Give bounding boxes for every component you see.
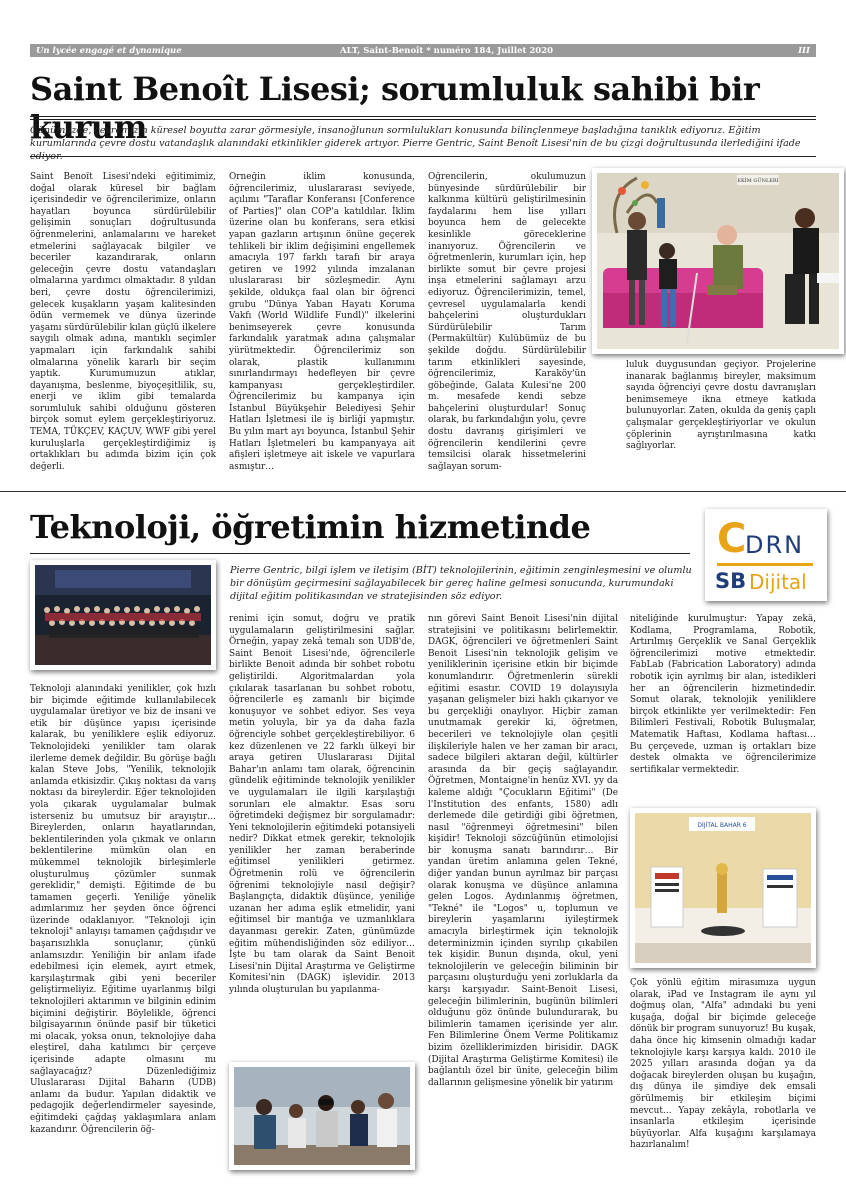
column-text: Teknoloji alanındaki yenilikler, çok hızlı bir biçimde eğitimde kullanılabilecek uygulamalar üretiyor ve biz de insani ve etik bir düşünce yapısı içerisinde kalarak, bu yeniliklere eşlik ediyoruz. Teknolojideki yenilikler tam olarak ilerleme demek değildir. Bu görüşe bağlı kalan Steve Jobs, "Yenilik, teknolojik anlamda etkisizdir. Çıkış noktası da varış noktası da bireylerdir. Eğer teknolojiden yola çıkarak uygulamalar bulmak isterseniz bu umutsuz bir arayıştır… Bireylerden, onların hayatlarından, beklentilerinden yola çıkmak ve onların beklentilerine mümkün olan en mükemmel teknolojik birleşimlerle oluşturulmuş çözümler sunmak gereklidir," demişti. Eğitimde de bu tamamen geçerli. Yeniliğe yönelik adımlarımız her şeyden önce öğrenci üzerinde odaklanıyor. "Teknoloji için teknoloji" anlayışı tamamen çağdışıdır ve başarısızlıkla sonuçlanır, çünkü anlamsızdır. Yeniliğin bir anlam ifade edebilmesi için elemek, ayırt etmek, karşılaştırmak gibi yeni beceriler geliştirmeliyiz. Eğitime uyarlanmış bilgi teknolojileri aktarımın ve bilginin edinim biçimini değiştirir. Böylelikle, öğrenci bilgisayarının önünde pasif bir tüketici mi olacak, yoksa onun, teknolojiye daha eleştirel, daha katılımcı bir çerçeve içerisinde adapte olmasını mı sağlayacağız? Düzenlediğimiz Uluslararası Dijital Baharın (UDB) anlamı da budur. Yapılan didaktik ve pedagojik değerlendirmeler sayesinde, eğitimdeki çağdaş yaklaşımlara anlam kazandırır. Öğrencilerin öğ- <box>30 684 216 1135</box>
title-rule <box>30 553 690 554</box>
column-text: luluk duygusundan geçiyor. Projelerine inanarak bağlanmış bireyler, maksimum sayıda öğrenciyi çevre dostu davranışları benimsemeye ikna etmeye katkıda bulunuyorlar. Zaten, okulda da geniş çaplı çalışmalar gerçekleştiriyorlar ve okulun çöplerinin ayrıştırılmasına katkı sağlıyorlar. <box>626 360 816 452</box>
banner-text: DİJİTAL BAHAR 6 <box>697 822 747 829</box>
article-column <box>229 614 415 1052</box>
article-column <box>229 172 415 472</box>
article-lead: Pierre Gentric, bilgi işlem ve iletişim (BİT) teknolojilerinin, eğitimin zenginleşmesini ve olumlu bir dönüşüm geçirmesini sağlayabilecek bir gereç haline gelmesi sonucunda, kurumundaki dijital eğitim politikasından ve stratejisinden söz ediyor. <box>230 565 692 602</box>
article-column <box>630 614 816 804</box>
page-number: III <box>798 45 810 56</box>
students-with-elder-photo <box>592 168 844 354</box>
column-text: renimi için somut, doğru ve pratik uygulamaların geliştirilmesini sağlar. Örneğin, yapay zekâ temalı son UDB'de, Saint Benoit Lisesi'nde, öğrencilerle birlikte Benoit adında bir sohbet robotu geliştirildi. Algoritmalardan yola çıkılarak tasarlanan bu sohbet robotu, öğrencilerle eş zamanlı bir biçimde konuşuyor ve sohbet ediyor. Ses veya metin yoluyla, bir ya da daha fazla öğrenciyle sohbet gerçekleştirebiliyor. 6 kez düzenlenen ve 22 farklı ülkeyi bir araya getiren Uluslararası Dijital Bahar'ın anlamı tam olarak, öğrencinin gündelik eğitiminde teknolojik yenilikler ve uygulamaları ile ilgili karşılaştığı sorunları ele almaktır. Esas soru öğretimdeki değişmez bir sorgulamadır: Yeni teknolojilerin eğitimdeki potansiyeli nedir? Dikkat etmek gerekir, teknolojik yenilikler her zaman beraberinde eğitimsel yenilikleri getirmez. Öğretmenin rolü ve öğrencilerin öğrenimi teknolojiyle nasıl değişir? Başlangıçta, didaktik düşünce, yeniliğe uzanan her adıma eşlik etmelidir, yani eğitimsel bir mantığa ve uzmanlıklara dayanması gerekir. Zaten, günümüzde eğitim mühendisliğinden söz ediliyor… İşte bu tam olarak da Saint Benoit Lisesi'nin Dijital Araştırma ve Geliştirme Komitesi'nin (DAGK) işlevidir. 2013 yılında oluşturulan bu yapılanma- <box>229 614 415 995</box>
header-issue: ALT, Saint-Benoît * numéro 184, Juillet 2020 <box>340 45 554 56</box>
article-column <box>626 360 816 472</box>
logo-bar <box>717 563 813 566</box>
column-text: Örneğin iklim konusunda, öğrencilerimiz, uluslararası seviyede, açılımı "Taraflar Konferansı [Conference of Parties]" olan COP'a katıldılar. İklim üzerine olan bu konferans, sera etkisi yapan gazların artışının önüne geçerek tehlikeli bir iklim değişimini engellemek amacıyla 197 farklı tarafı bir araya getiren ve 1992 yılında imzalanan uluslararası bir sözleşmedir. Aynı şekilde, oldukça faal olan bir öğrenci grubu "Dünya Yaban Hayatı Koruma Vakfı (World Wildlife Fundl)" ilkelerini benimseyerek çevre konusunda farkındalık yaratmak adına çalışmalar yürütmektedir. Öğrencilerimiz son olarak, plastik kullanımını sınırlandırmayı hedefleyen bir çevre kampanyası gerçekleştirdiler. Öğrencilerimiz bu kampanya için İstanbul Büyükşehir Belediyesi Şehir Hatları İşletmesi ile iş birliği yapmıştır. Bu yılın mart ayı boyunca, İstanbul Şehir Hatları İşletmeleri bu kampanyaya ait afişleri işletmeye ait iskele ve vapurlara asmıştır… <box>229 172 415 472</box>
article-column <box>30 172 216 472</box>
article-column <box>428 172 586 472</box>
cdrn-sb-dijital-logo <box>705 509 827 601</box>
column-text: Öğrencilerin, okulumuzun bünyesinde sürdürülebilir bir kalkınma kültürü geliştirilmesinin faydalarını hem lise yılları boyunca hem de gelecekte kesinlikle göreceklerine inanıyoruz. Öğrencilerin ve öğretmenlerin, kurumları için, hep birlikte somut bir çevre projesi inşa etmelerini sağlamayı arzu ediyoruz. Öğrencilerimizin, temel, çevresel uygulamalarla kendi bahçelerini oluşturdukları Sürdürülebilir Tarım (Permakültür) Kulübümüz de bu şekilde doğdu. Sürdürülebilir tarım etkinlikleri sayesinde, öğrencilerimiz, Karaköy'ün göbeğinde, Galata Kulesi'ne 200 m. mesafede kendi sebze bahçelerini oluşturdular! Sonuç olarak, bu farkındalığın yolu, çevre dostu davranış girişimleri ve öğrencilerin kendilerini çevre temsilcisi olarak hissetmelerini sağlayan sorum- <box>428 172 586 472</box>
exhibition-stand-illustration <box>635 813 811 963</box>
article-title: Saint Benoît Lisesi; sorumluluk sahibi bir kurum <box>30 70 760 146</box>
dijital-bahar-stand-photo <box>630 808 816 968</box>
students-vr-photo <box>229 1062 415 1170</box>
column-text: Çok yönlü eğitim mirasımıza uygun olarak, iPad ve Instagram ile aynı yıl doğmuş olan, "Alfa" adındaki bu yeni kuşağa, doğal bir biçimde geleceğe dönük bir program sunuyoruz! Bu kuşak, daha önce hiç kimsenin olmadığı kadar teknolojiyle karşı karşıya kaldı. 2010 ile 2025 yılları arasında doğan ya da doğacak bireylerden oluşan bu kuşağın, dış dünya ile şimdiye dek emsali görülmemiş bir etkileşim biçimi mevcut… Yapay zekâyla, robotlarla ve insanlarla etkileşim içerisinde büyüyorlar. Alfa kuşağını karşılamaya hazırlanalım! <box>630 978 816 1151</box>
lead-rule <box>30 156 816 157</box>
logo-letter: C <box>717 516 747 562</box>
group-audience-illustration <box>35 565 211 665</box>
group-event-photo <box>30 560 216 670</box>
sign-text: EKİM GÜNLERİ <box>737 178 779 184</box>
classroom-scene-illustration <box>597 173 839 349</box>
article-column <box>630 978 816 1168</box>
header-tagline: Un lycée engagé et dynamique <box>36 45 182 56</box>
page-header-bar <box>30 44 816 57</box>
column-text: Saint Benoît Lisesi'ndeki eğitimimiz, doğal olarak küresel bir bağlam içerisindedir ve öğrencilerimize, onların hayatları boyunca sürdürülebilir gelişimin sonuçları doğrultusunda öğrenmelerini, anlamalarını ve hareket etmelerini sağlayacak bilgiler ve beceriler kazandırarak, onların geleceğin çevre dostu vatandaşları olmalarına yardımcı olmaktadır. 8 yıldan beri, çevre dostu öğrencilerimizi, gelecek kuşakların yaşam kalitesinden ödün vermemek ve dünya üzerinde yaşamı sürdürülebilir kılan güçlü ilkelere saygılı olmak adına, mantıklı seçimler yapmaları için farkındalık sahibi olmalarına yönelik kararlı bir seçim yaptık. Kurumumuzun atıklar, dayanışma, beslenme, biyoçeşitlilik, su, enerji ve iklim gibi temalarda sorumluluk sahibi olduğunu gösteren birçok somut eylem gerçekleştiriyoruz. TEMA, TÜKÇEV, KAÇUV, WWF gibi yerel kuruluşlarla gerçekleştirdiğimiz iş ortaklıkları bu adımda bizim için çok değerli. <box>30 172 216 472</box>
column-text: nın görevi Saint Benoit Lisesi'nin dijital stratejisini ve politikasını belirlemektir. DAGK, öğrencileri ve öğretmenleri Saint Benoit Lisesi'nin teknolojik gelişim ve yeniliklerinin içerisine etkin bir biçimde konumlandırır. Öğretmenlerin sürekli eğitimi esastır. COVID 19 dolayısıyla yaşanan gelişmeler bizi haklı çıkarıyor ve bu gerçekliği onaylıyor. Hiçbir zaman unutmamak gerekir ki, öğretmen, becerileri ve teknolojiyle olan çeşitli ilişkileriyle halen ve her zaman bir aracı, sadece bilgileri aktaran değil, kültürler arasında da bir geçiş sağlayandır. Öğretmen, Montaigne'in henüz XVI. yy da kaleme aldığı "Çocukların Eğitimi" (De l'Institution des enfants, 1580) adlı derlemede dile getirdiği gibi öğretmen, nasıl "öğrenmeyi öğretmesini" bilen kişidir! Teknoloji sözcüğünün etimolojisi bir konuşma sanatı barındırır… Bir yandan üretim anlamına gelen Tekné, diğer yandan bunun ayrılmaz bir parçası olarak konuşma ve düşünce anlamına gelen Logos. Aydınlanmış öğretmen, "Tekné" ile "Logos" u, toplumun ve bireylerin yaşamlarını iyileştirmek amacıyla birleştirmek için teknolojik determinizmin içinden sıyrılıp çıkabilen tek kişidir. Bunun dışında, okul, yeni teknolojilerin ve geleceğin biliminin bir parçasını oluşturduğu yeni zorluklarla da karşı karşıyadır. Saint-Benoit Lisesi, geleceğin bilimlerinin, bugünün bilimleri olduğunu göz önünde bulundurarak, bu bilimlerin tamamen içerisinde yer alır. Fen Bilimlerine Önem Verme Politikamız bizim özelliklerimizden birisidir. DAGK (Dijital Araştırma Geliştirme Komitesi) ile bağlantılı özel bir ünite, geleceğin bilim dallarının gelişmesine yönelik bir yatırım <box>428 614 618 1088</box>
article-column <box>428 614 618 1166</box>
article-title: Teknoloji, öğretimin hizmetinde <box>30 508 591 546</box>
students-headset-illustration <box>234 1067 410 1165</box>
title-rule <box>30 116 816 117</box>
article-column <box>30 684 216 1164</box>
section-divider <box>0 491 846 492</box>
title-rule <box>30 119 816 120</box>
logo-dijital: Dijital <box>749 570 807 594</box>
column-text: niteliğinde kurulmuştur: Yapay zekâ, Kodlama, Programlama, Robotik, Artırılmış Gerçeklik ve Sanal Gerçeklik öğrencilerimizi motive etmektedir. FabLab (Fabrication Laboratory) adında robotik için ayrılmış bir alan, istedikleri her an öğrencilerin hizmetindedir. Somut olarak, teknolojik yeniliklere birçok etkinlikte yer verilmektedir: Fen Bilimleri Festivali, Robotik Buluşmalar, Matematik Haftası, Kodlama haftası… Bu çerçevede, uzman iş ortakları bize destek olmakta ve öğrencilerimize sertifikalar vermektedir. <box>630 614 816 775</box>
article-lead: Günümüzde, çevremizin küresel boyutta zarar görmesiyle, insanoğlunun sormlulukları konusunda bilinçlenmeye başladığına tanıklık ediyoruz. Eğitim kurumlarında çevre dostu vatandaşlık alanındaki etkinlikler giderek artıyor. Pierre Gentric, Saint Benoît Lisesi'nin de bu çizgi doğrultusunda ilerlediğini ifade ediyor. <box>30 125 801 162</box>
logo-sb: SB <box>715 569 747 593</box>
logo-drn: DRN <box>745 531 805 559</box>
